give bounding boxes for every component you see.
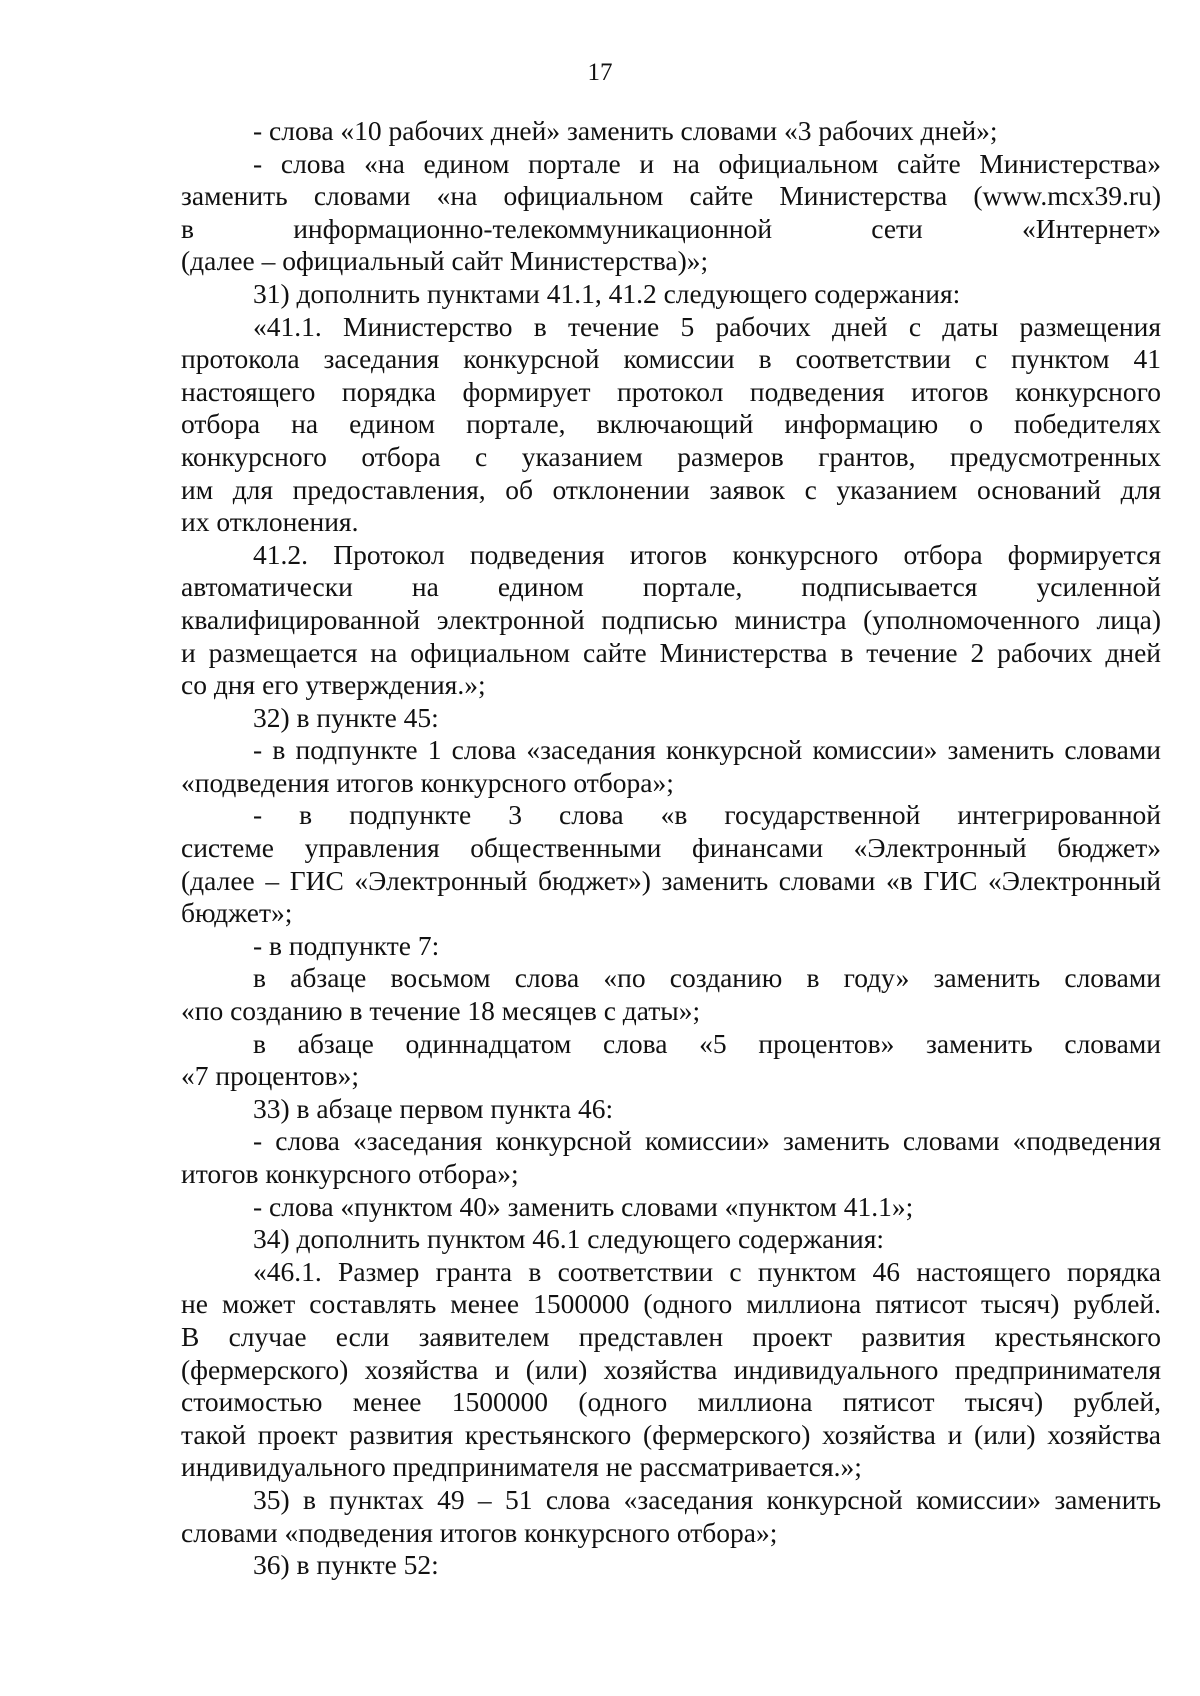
text-line: индивидуального предпринимателя не рассматривается.»; (181, 1451, 862, 1483)
text-line: словами «подведения итогов конкурсного отбора»; (181, 1516, 778, 1548)
text-line: автоматически на едином портале, подписывается усиленной (181, 571, 1161, 603)
text-line: не может составлять менее 1500000 (одного миллиона пятисот тысяч) рублей. (181, 1288, 1161, 1320)
text-line: 41.2. Протокол подведения итогов конкурсного отбора формируется (253, 538, 1161, 570)
text-line: 32) в пункте 45: (253, 701, 439, 733)
text-line: заменить словами «на официальном сайте Министерства (www.mcx39.ru) (181, 180, 1161, 212)
text-line: квалифицированной электронной подписью министра (уполномоченного лица) (181, 603, 1161, 635)
text-line: отбора на едином портале, включающий информацию о победителях (181, 408, 1161, 440)
text-line: (фермерского) хозяйства и (или) хозяйства индивидуального предпринимателя (181, 1353, 1161, 1385)
text-line: - в подпункте 3 слова «в государственной интегрированной (253, 799, 1161, 831)
text-line: - слова «пунктом 40» заменить словами «пунктом 41.1»; (253, 1190, 914, 1222)
text-line: 34) дополнить пунктом 46.1 следующего содержания: (253, 1223, 885, 1255)
text-line: системе управления общественными финансами «Электронный бюджет» (181, 832, 1161, 864)
text-line: - в подпункте 7: (253, 929, 440, 961)
text-line: (далее – ГИС «Электронный бюджет») заменить словами «в ГИС «Электронный (181, 864, 1161, 896)
text-line: бюджет»; (181, 897, 293, 929)
text-line: 36) в пункте 52: (253, 1549, 439, 1581)
text-line: «7 процентов»; (181, 1060, 360, 1092)
text-line: им для предоставления, об отклонении заявок с указанием оснований для (181, 473, 1161, 505)
text-line: «41.1. Министерство в течение 5 рабочих дней с даты размещения (253, 310, 1161, 342)
text-line: 31) дополнить пунктами 41.1, 41.2 следующего содержания: (253, 277, 961, 309)
page-number: 17 (587, 59, 613, 86)
text-line: В случае если заявителем представлен проект развития крестьянского (181, 1320, 1161, 1352)
document-body (181, 115, 1161, 1582)
text-line: стоимостью менее 1500000 (одного миллиона пятисот тысяч) рублей, (181, 1386, 1161, 1418)
text-line: - в подпункте 1 слова «заседания конкурсной комиссии» заменить словами (253, 734, 1161, 766)
text-line: в абзаце одиннадцатом слова «5 процентов» заменить словами (253, 1027, 1161, 1059)
text-line: - слова «заседания конкурсной комиссии» заменить словами «подведения (253, 1125, 1161, 1157)
text-line: (далее – официальный сайт Министерства)»; (181, 245, 709, 277)
text-line: 35) в пунктах 49 – 51 слова «заседания конкурсной комиссии» заменить (253, 1483, 1161, 1515)
text-line: в информационно-телекоммуникационной сети «Интернет» (181, 212, 1161, 244)
text-line: протокола заседания конкурсной комиссии в соответствии с пунктом 41 (181, 343, 1161, 375)
text-line: в абзаце восьмом слова «по созданию в году» заменить словами (253, 962, 1161, 994)
text-line: со дня его утверждения.»; (181, 669, 486, 701)
text-line: конкурсного отбора с указанием размеров грантов, предусмотренных (181, 440, 1161, 472)
text-line: «46.1. Размер гранта в соответствии с пунктом 46 настоящего порядка (253, 1255, 1161, 1287)
text-line: итогов конкурсного отбора»; (181, 1158, 519, 1189)
text-line: «по созданию в течение 18 месяцев с даты»; (181, 995, 701, 1027)
text-line: такой проект развития крестьянского (фермерского) хозяйства и (или) хозяйства (181, 1418, 1161, 1450)
text-line: их отклонения. (181, 506, 359, 538)
text-line: - слова «10 рабочих дней» заменить словами «3 рабочих дней»; (253, 115, 998, 146)
text-line: - слова «на едином портале и на официальном сайте Министерства» (253, 147, 1161, 179)
text-line: 33) в абзаце первом пункта 46: (253, 1092, 614, 1124)
text-line: и размещается на официальном сайте Министерства в течение 2 рабочих дней (181, 636, 1161, 668)
text-line: настоящего порядка формирует протокол подведения итогов конкурсного (181, 375, 1161, 407)
text-line: «подведения итогов конкурсного отбора»; (181, 766, 674, 798)
